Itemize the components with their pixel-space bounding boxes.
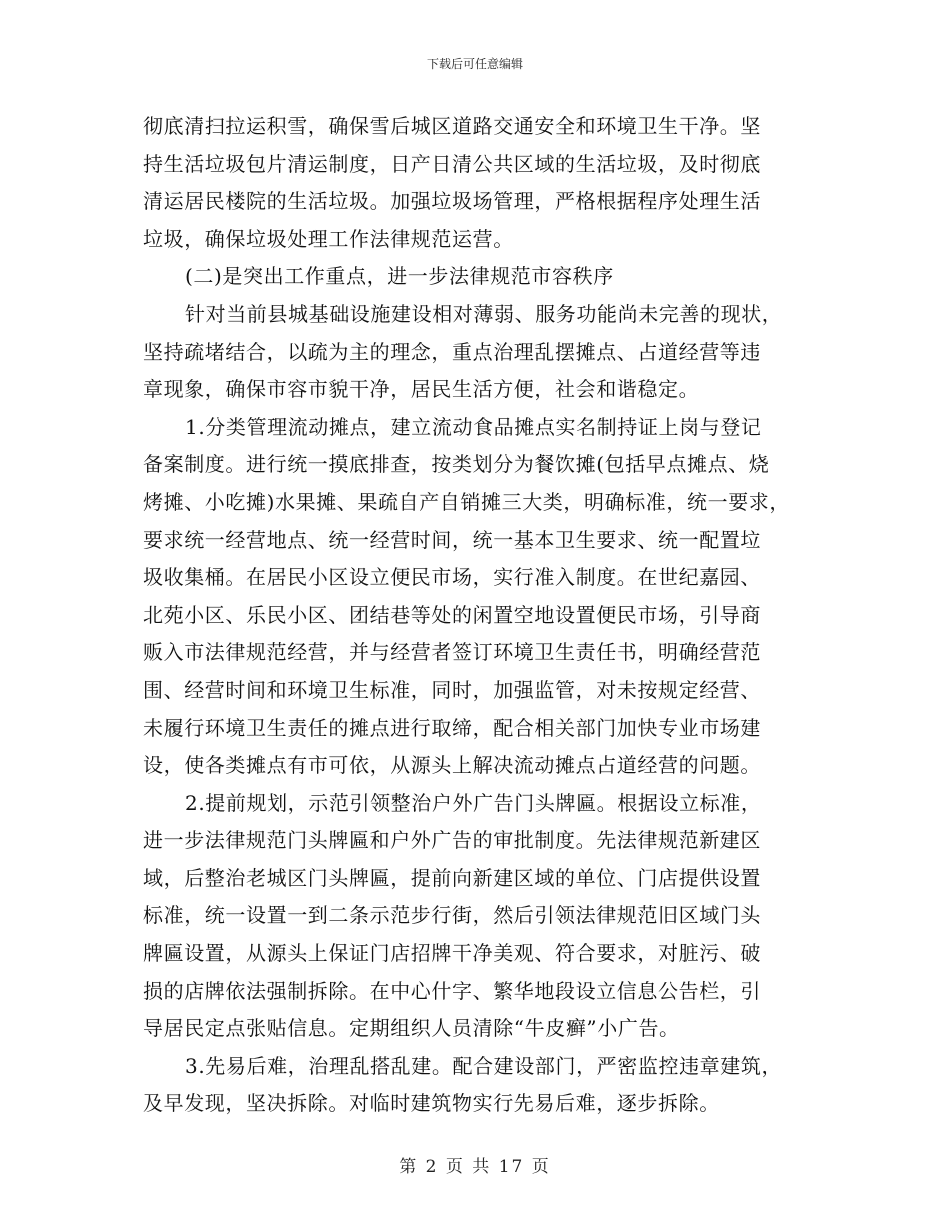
paragraph-first-line: 针对当前县城基础设施建设相对薄弱、服务功能尚未完善的现状， — [185, 301, 783, 326]
text-line: 章现象，确保市容市貌干净，居民生活方便，社会和谐稳定。 — [143, 377, 700, 402]
paragraph-first-line: 2.提前规划，示范引领整治户外广告门头牌匾。根据设立标准， — [185, 790, 762, 815]
body-text — [143, 108, 808, 1123]
text-line: 设，使各类摊点有市可依，从源头上解决流动摊点占道经营的问题。 — [143, 753, 761, 778]
text-line: 未履行环境卫生责任的摊点进行取缔，配合相关部门加快专业市场建 — [143, 715, 761, 740]
text-line: 彻底清扫拉运积雪，确保雪后城区道路交通安全和环境卫生干净。坚 — [143, 114, 761, 138]
text-line: 备案制度。进行统一摸底排查，按类划分为餐饮摊(包括早点摊点、烧 — [143, 452, 770, 477]
text-line: 贩入市法律规范经营，并与经营者签订环境卫生责任书，明确经营范 — [143, 640, 761, 665]
text-line: 进一步法律规范门头牌匾和户外广告的审批制度。先法律规范新建区 — [143, 828, 761, 853]
text-line: 域，后整治老城区门头牌匾，提前向新建区域的单位、门店提供设置 — [143, 865, 761, 890]
text-line: 坚持疏堵结合，以疏为主的理念，重点治理乱摆摊点、占道经营等违 — [143, 339, 761, 364]
page-number-footer: 第 2 页 共 17 页 — [399, 1157, 551, 1177]
text-line: 垃圾，确保垃圾处理工作法律规范运营。 — [143, 226, 514, 251]
text-line: 牌匾设置，从源头上保证门店招牌干净美观、符合要求，对脏污、破 — [143, 941, 761, 966]
text-line: 持生活垃圾包片清运制度，日产日清公共区域的生活垃圾，及时彻底 — [143, 151, 761, 176]
text-line: 烤摊、小吃摊)水果摊、果疏自产自销摊三大类，明确标准，统一要求， — [143, 489, 791, 514]
paragraph-first-line: 1.分类管理流动摊点，建立流动食品摊点实名制持证上岗与登记 — [185, 414, 762, 439]
text-line: 及早发现，坚决拆除。对临时建筑物实行先易后难，逐步拆除。 — [143, 1091, 720, 1116]
page-header-note: 下载后可任意编辑 — [426, 57, 523, 71]
text-line: 导居民定点张贴信息。定期组织人员清除“牛皮癣”小广告。 — [143, 1016, 680, 1041]
text-line: 围、经营时间和环境卫生标准，同时，加强监管，对未按规定经营、 — [143, 677, 761, 702]
text-line: 北苑小区、乐民小区、团结巷等处的闲置空地设置便民市场，引导商 — [143, 602, 761, 627]
text-line: 标准，统一设置一到二条示范步行街，然后引领法律规范旧区域门头 — [143, 903, 761, 928]
text-line: 要求统一经营地点、统一经营时间，统一基本卫生要求、统一配置垃 — [143, 527, 761, 552]
paragraph-first-line: 3.先易后难，治理乱搭乱建。配合建设部门，严密监控违章建筑， — [185, 1053, 783, 1078]
text-line: 圾收集桶。在居民小区设立便民市场，实行准入制度。在世纪嘉园、 — [143, 565, 761, 590]
text-line: 损的店牌依法强制拆除。在中心什字、繁华地段设立信息公告栏，引 — [143, 978, 761, 1003]
text-line: 清运居民楼院的生活垃圾。加强垃圾场管理，严格根据程序处理生活 — [143, 189, 761, 214]
section-heading: (二)是突出工作重点，进一步法律规范市容秩序 — [185, 264, 614, 289]
